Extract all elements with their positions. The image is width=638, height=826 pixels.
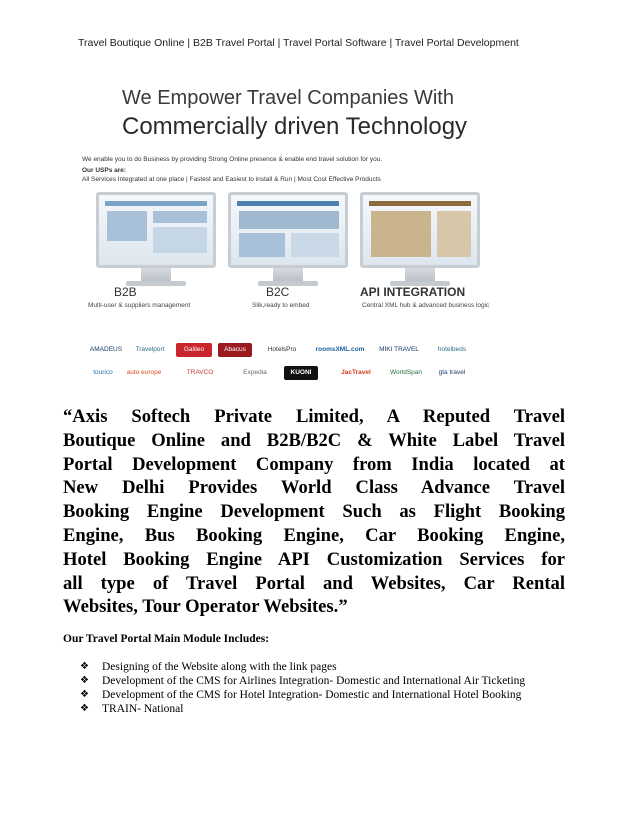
- partner-logo: TRAVCO: [186, 369, 214, 376]
- partner-logo: Galileo: [176, 343, 212, 357]
- quote-line: all type of Travel Portal and Websites, Car Rental: [63, 572, 565, 594]
- quote-line: Websites, Tour Operator Websites.”: [63, 596, 348, 618]
- partner-logo: auto europe: [126, 369, 162, 376]
- list-item: ❖ Development of the CMS for Hotel Integration- Domestic and International Hotel Booking: [80, 689, 522, 701]
- banner-heading-line2: Commercially driven Technology: [122, 113, 468, 140]
- modules-title: Our Travel Portal Main Module Includes:: [63, 633, 270, 645]
- modules-list: [80, 660, 565, 716]
- partner-logo: Abacus: [218, 343, 252, 357]
- api-title: API INTEGRATION: [360, 285, 466, 299]
- banner-heading-line1: We Empower Travel Companies With: [122, 87, 454, 109]
- b2b-title: B2B: [114, 285, 137, 299]
- partner-logo: AMADEUS: [89, 346, 123, 353]
- list-item: ❖ Designing of the Website along with the link pages: [80, 661, 337, 673]
- banner-usps-label: Our USPs are:: [82, 167, 127, 174]
- list-item: ❖ TRAIN- National: [80, 703, 184, 715]
- diamond-bullet-icon: ❖: [80, 703, 89, 714]
- b2b-monitor: [96, 192, 216, 292]
- partner-logo: roomsXML.com: [315, 346, 365, 353]
- partner-logo: WorldSpan: [389, 369, 423, 376]
- partner-logo: Expedia: [243, 369, 267, 376]
- b2c-title: B2C: [266, 285, 290, 299]
- b2c-monitor: [228, 192, 348, 292]
- quote-line: New Delhi Provides World Class Advance Travel: [63, 477, 565, 499]
- company-quote: [63, 405, 565, 619]
- quote-line: Engine, Bus Booking Engine, Car Booking Engine,: [63, 524, 565, 546]
- partner-logo: Travelport: [135, 346, 165, 353]
- b2b-subtitle: Multi-user & suppliers management: [88, 302, 191, 309]
- list-item: ❖ Development of the CMS for Airlines Integration- Domestic and International Air Ticketing: [80, 675, 526, 687]
- diamond-bullet-icon: ❖: [80, 689, 89, 700]
- api-monitor: [360, 192, 480, 292]
- quote-line: Booking Engine Development Such as Flight Booking: [63, 501, 565, 523]
- partner-logo: HotelsPro: [267, 346, 297, 353]
- quote-line: “Axis Softech Private Limited, A Reputed Travel: [63, 406, 565, 427]
- diamond-bullet-icon: ❖: [80, 675, 89, 686]
- partner-logo: KUONI: [284, 366, 318, 380]
- promo-banner: [82, 80, 560, 385]
- quote-line: Hotel Booking Engine API Customization Services for: [63, 548, 565, 570]
- partner-logo: MIKI TRAVEL: [379, 346, 419, 353]
- quote-line: Boutique Online and B2B/B2C & White Label Travel: [63, 429, 565, 451]
- api-subtitle: Central XML hub & advanced business logic: [362, 302, 490, 309]
- quote-line: Portal Development Company from India located at: [63, 453, 565, 475]
- partner-logo: hotelbeds: [437, 346, 467, 353]
- diamond-bullet-icon: ❖: [80, 661, 89, 672]
- partner-logo: JacTravel: [341, 369, 371, 376]
- banner-usps: All Services Integrated at one place | Fastest and Easiest to install & Run | Most Cost Effective Products: [82, 176, 381, 183]
- b2c-subtitle: Slik,ready to embed: [252, 302, 310, 309]
- partner-logo: gta travel: [438, 369, 466, 376]
- page-header: Travel Boutique Online | B2B Travel Portal | Travel Portal Software | Travel Portal Development: [78, 37, 519, 49]
- banner-tagline: We enable you to do Business by providing Strong Online presence & enable end travel solution for you.: [82, 156, 383, 163]
- partner-logo: tourico: [93, 369, 113, 376]
